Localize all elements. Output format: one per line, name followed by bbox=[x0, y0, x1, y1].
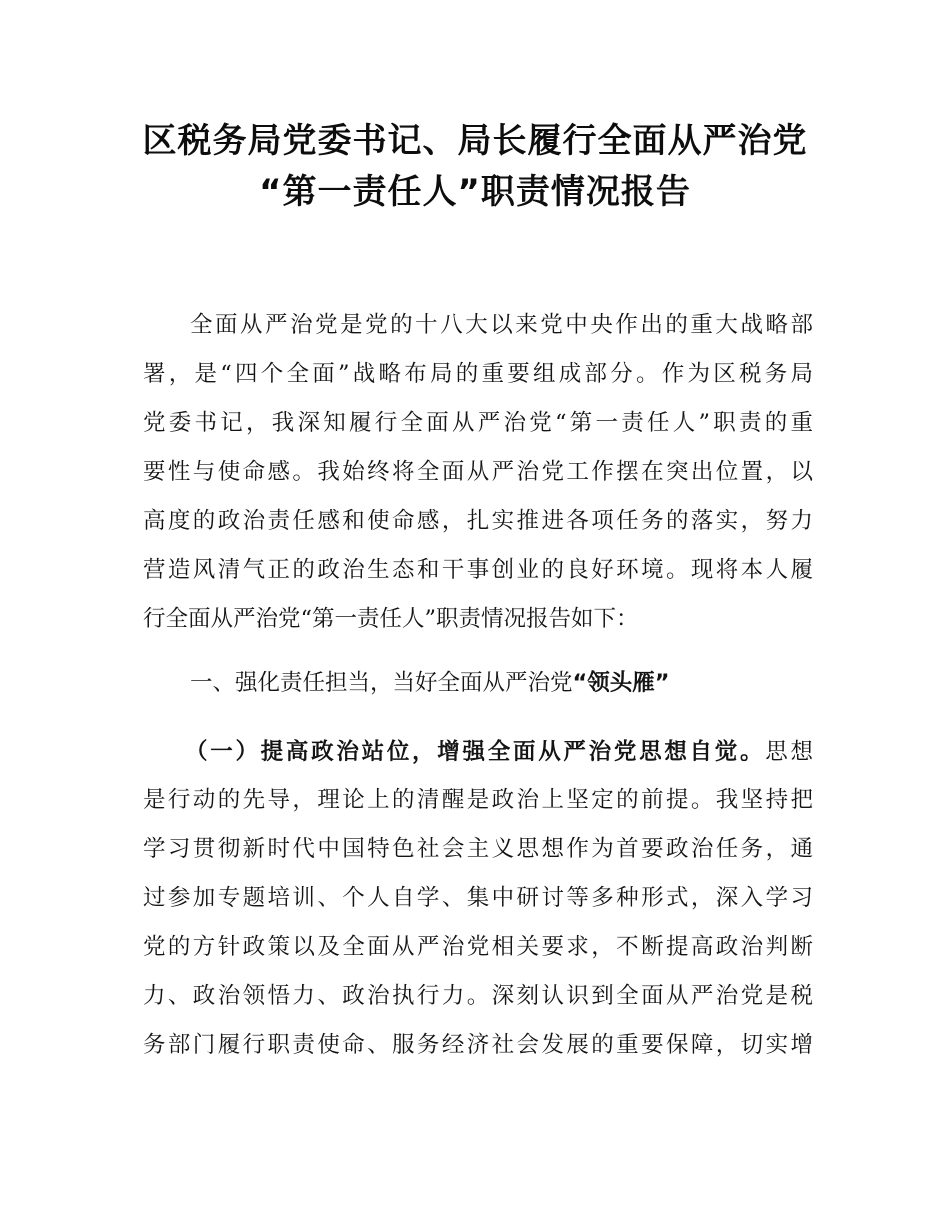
subsection-1-line-5: 党的方针政策以及全面从严治党相关要求，不断提高政治判断 bbox=[143, 934, 813, 960]
intro-line-3: 党委书记，我深知履行全面从严治党“第一责任人”职责的重 bbox=[143, 410, 813, 436]
subsection-1-first-line-rest: 思想 bbox=[765, 739, 813, 765]
section-1-heading bbox=[190, 667, 813, 699]
subsection-1-line-3: 学习贯彻新时代中国特色社会主义思想作为首要政治任务，通 bbox=[143, 836, 813, 862]
intro-line-4: 要性与使命感。我始终将全面从严治党工作摆在突出位置，以 bbox=[143, 459, 813, 485]
intro-line-2: 署，是“四个全面”战略布局的重要组成部分。作为区税务局 bbox=[143, 361, 813, 387]
section-1-heading-emphasis: “领头雁” bbox=[572, 670, 670, 696]
subsection-1-line-2: 是行动的先导，理论上的清醒是政治上坚定的前提。我坚持把 bbox=[143, 787, 813, 813]
intro-line-6: 营造风清气正的政治生态和干事创业的良好环境。现将本人履 bbox=[143, 557, 813, 583]
intro-line-5: 高度的政治责任感和使命感，扎实推进各项任务的落实，努力 bbox=[143, 508, 813, 534]
subsection-1-first-line bbox=[185, 736, 813, 768]
subsection-1-heading: （一）提高政治站位，增强全面从严治党思想自觉。 bbox=[185, 739, 766, 765]
subsection-1-line-4: 过参加专题培训、个人自学、集中研讨等多种形式，深入学习 bbox=[143, 885, 813, 911]
section-1-heading-text: 一、强化责任担当，当好全面从严治党 bbox=[190, 670, 573, 696]
document-title-line-2: “第一责任人”职责情况报告 bbox=[259, 172, 691, 212]
subsection-1-line-7: 务部门履行职责使命、服务经济社会发展的重要保障，切实增 bbox=[143, 1032, 813, 1058]
document-title-line-1: 区税务局党委书记、局长履行全面从严治党 bbox=[142, 121, 808, 161]
intro-line-7: 行全面从严治党“第一责任人”职责情况报告如下： bbox=[143, 606, 639, 632]
subsection-1-line-6: 力、政治领悟力、政治执行力。深刻认识到全面从严治党是税 bbox=[143, 983, 813, 1009]
intro-line-1: 全面从严治党是党的十八大以来党中央作出的重大战略部 bbox=[190, 312, 813, 338]
